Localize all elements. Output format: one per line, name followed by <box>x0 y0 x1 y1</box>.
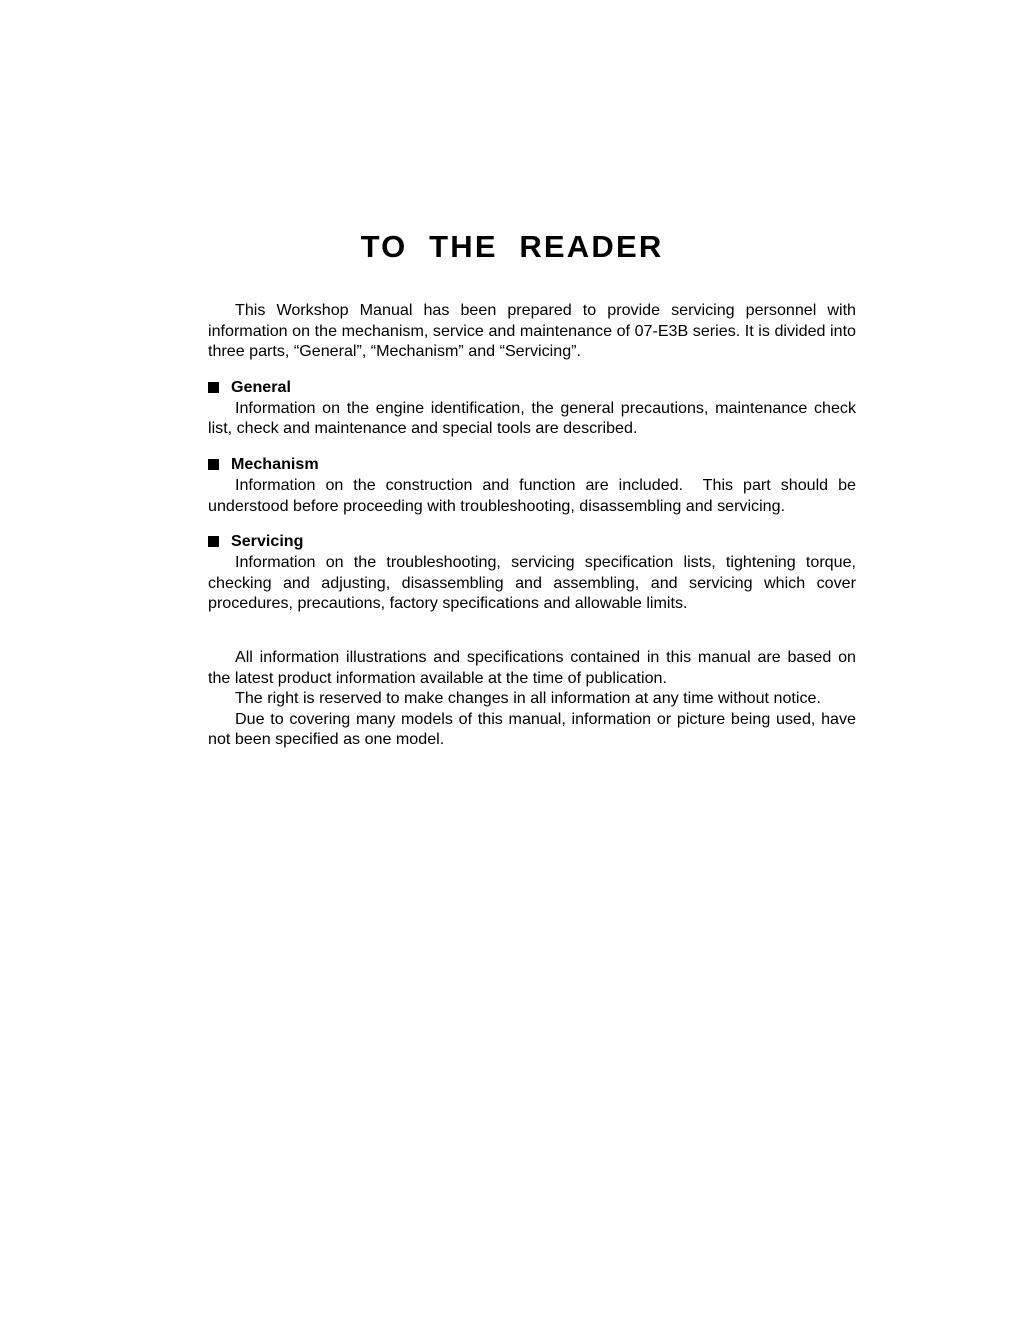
intro-paragraph: This Workshop Manual has been prepared to provide servicing personnel with information on the mechanism, service and maintenance of 07-E3B series. It is divided into three parts, “General”, “Mechanism” and “Servicing”. <box>208 301 861 361</box>
section-body-mechanism: Information on the construction and function are included. This part should be understood before proceeding with troubleshooting, disassembling and servicing. <box>208 475 861 515</box>
closing-paragraph-3: Due to covering many models of this manual, information or picture being used, have not been specified as one model. <box>208 709 861 749</box>
closing-paragraph-1: All information illustrations and specifications contained in this manual are based on the latest product information available at the time of publication. <box>208 647 861 687</box>
section-title-general: General <box>231 377 291 396</box>
spacer <box>208 439 856 454</box>
spacer <box>208 516 856 531</box>
black-square-bullet-icon <box>208 382 219 393</box>
section-heading-general <box>208 377 856 398</box>
page-title: TO THE READER <box>360 229 664 264</box>
closing-paragraph-2: The right is reserved to make changes in all information at any time without notice. <box>235 689 821 708</box>
section-title-mechanism: Mechanism <box>231 455 319 474</box>
black-square-bullet-icon <box>208 536 219 547</box>
spacer <box>208 614 856 647</box>
section-body-general: Information on the engine identification, the general precautions, maintenance check list, check and maintenance and special tools are described. <box>208 398 861 438</box>
spacer <box>208 362 856 377</box>
black-square-bullet-icon <box>208 459 219 470</box>
section-heading-mechanism <box>208 454 856 475</box>
section-heading-servicing <box>208 531 856 552</box>
document-body <box>208 300 861 750</box>
section-body-servicing: Information on the troubleshooting, servicing specification lists, tightening torque, checking and adjusting, disassembling and assembling, and servicing which cover procedures, precautions, factory specifications and allowable limits. <box>208 553 861 613</box>
section-title-servicing: Servicing <box>231 532 304 551</box>
